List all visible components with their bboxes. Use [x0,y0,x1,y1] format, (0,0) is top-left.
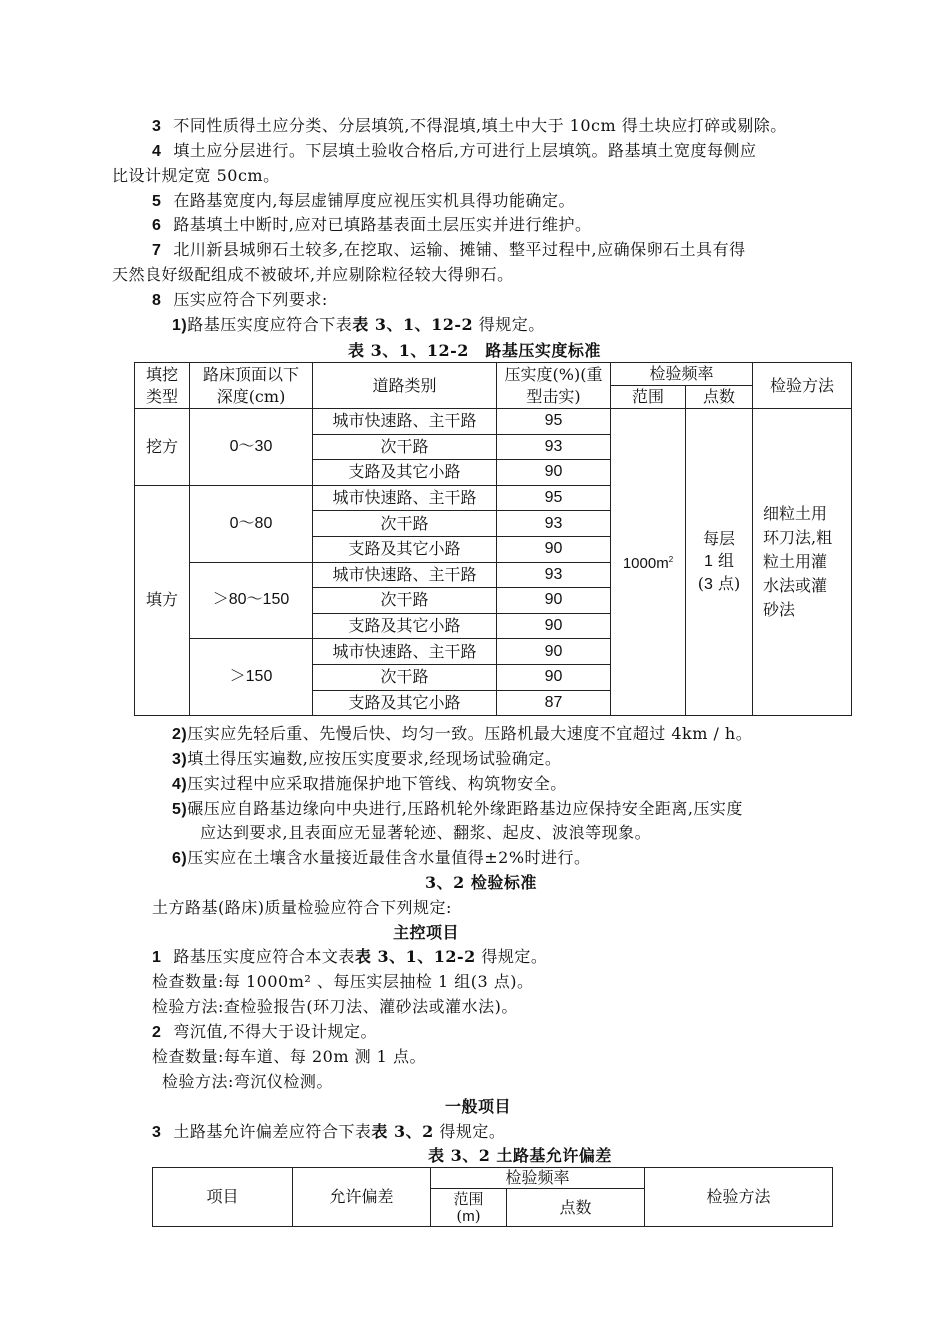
compaction-value: 95 [497,409,611,435]
compaction-value: 93 [497,562,611,588]
item-text: 弯沉值,不得大于设计规定。 [173,1022,377,1041]
item-suffix: 得规定。 [481,947,548,966]
road-class-cell: 次干路 [313,434,497,460]
sub-item-text: 应达到要求,且表面应无显著轮迹、翻浆、起皮、波浪等现象。 [200,823,652,842]
compaction-value: 90 [497,460,611,486]
sub-item-text: 压实过程中应采取措施保护地下管线、构筑物安全。 [187,774,567,793]
sub-item-prefix: 5) [172,801,188,818]
compaction-table [134,362,852,716]
sub-item-prefix: 3) [172,751,188,768]
depth-cell: ＞80～150 [190,562,313,639]
sub-item-text: 碾压应自路基边缘向中央进行,压路机轮外缘距路基边应保持安全距离,压实度 [187,799,743,818]
points-value: 每层 1 组 (3 点) [686,409,753,716]
paragraph-number: 8 [152,292,162,309]
header-frequency: 检验频率 [611,363,753,386]
compaction-value: 93 [497,511,611,537]
paragraph-text: 路基填土中断时,应对已填路基表面土层压实并进行维护。 [173,215,592,234]
paragraph-text: 在路基宽度内,每层虚铺厚度应视压实机具得功能确定。 [173,191,575,210]
header-depth: 路床顶面以下深度(cm) [190,363,313,409]
header-road-class: 道路类别 [313,363,497,409]
header-tolerance: 允许偏差 [293,1168,431,1227]
paragraph-number: 6 [152,217,162,234]
paragraph-7-cont [112,264,514,286]
item-1-quantity: 检查数量:每 1000m² 、每压实层抽检 1 组(3 点)。 [152,972,534,991]
item-number: 1 [152,949,162,966]
item-1-method: 检验方法:查检验报告(环刀法、灌砂法或灌水法)。 [152,997,518,1016]
paragraph-number: 3 [152,118,162,135]
range-value: $1000m^2$ [611,409,686,716]
table-reference: 表 3、2 [371,1122,434,1141]
header-points: 点数 [686,386,753,409]
header-range: 范围 [611,386,686,409]
sub-item-6 [172,847,591,870]
paragraph-text: 压实应符合下列要求: [173,290,328,309]
sub-item-text: 压实应先轻后重、先慢后快、均匀一致。压路机最大速度不宜超过 4km / h。 [187,724,753,743]
item-text: 路基压实度应符合本文表 [173,947,355,966]
section-heading: 3、2 检验标准 [425,873,537,892]
paragraph-text: 北川新县城卵石土较多,在挖取、运输、摊铺、整平过程中,应确保卵石土具有得 [173,240,746,259]
item-2-quantity: 检查数量:每车道、每 20m 测 1 点。 [152,1047,426,1066]
road-class-cell: 支路及其它小路 [313,460,497,486]
sub-item-5 [172,798,743,821]
fill-type-cell: 挖方 [135,409,190,486]
depth-cell: 0～80 [190,485,313,562]
paragraph-text: 不同性质得土应分类、分层填筑,不得混填,填土中大于 10cm 得土块应打碎或剔除。 [173,116,787,135]
section-intro: 土方路基(路床)质量检验应符合下列规定: [152,898,452,917]
road-class-cell: 城市快速路、主干路 [313,639,497,665]
item-text: 土路基允许偏差应符合下表 [173,1122,372,1141]
compaction-value: 95 [497,485,611,511]
road-class-cell: 城市快速路、主干路 [313,562,497,588]
compaction-value: 87 [497,690,611,716]
sub-item-2 [172,723,752,746]
road-class-cell: 次干路 [313,511,497,537]
item-3 [152,1121,505,1144]
road-class-cell: 次干路 [313,588,497,614]
depth-cell: 0～30 [190,409,313,486]
general-items-heading: 一般项目 [445,1097,512,1116]
paragraph-3 [152,115,787,138]
road-class-cell: 城市快速路、主干路 [313,485,497,511]
table-reference: 表 3、1、12-2 [352,315,474,334]
paragraph-7 [152,239,746,262]
sub-item-prefix: 6) [172,850,188,867]
sub-item-text: 压实应在土壤含水量接近最佳含水量值得±2%时进行。 [187,848,591,867]
paragraph-4-cont [112,165,280,187]
paragraph-text: 填土应分层进行。下层填土验收合格后,方可进行上层填筑。路基填土宽度每侧应 [173,141,757,160]
item-2-method: 检验方法:弯沉仪检测。 [162,1072,333,1091]
depth-cell: ＞150 [190,639,313,716]
sub-item-3 [172,748,561,771]
sub-item-suffix: 得规定。 [478,315,545,334]
header-method: 检验方法 [753,363,852,409]
header-range: 范围 (m) [431,1189,507,1227]
header-compaction: 压实度(%)(重型击实) [497,363,611,409]
header-points: 点数 [507,1189,645,1227]
road-class-cell: 次干路 [313,664,497,690]
sub-item-prefix: 2) [172,726,188,743]
tolerance-table [152,1167,833,1227]
paragraph-number: 4 [152,143,162,160]
header-fill-type: 填挖类型 [135,363,190,409]
sub-item-1 [172,314,545,337]
sub-item-5-cont [200,822,651,844]
main-items-heading: 主控项目 [393,923,460,942]
compaction-value: 90 [497,536,611,562]
sub-item-text: 路基压实度应符合下表 [187,315,353,334]
sub-item-4 [172,773,567,796]
fill-type-cell: 填方 [135,485,190,715]
compaction-value: 90 [497,613,611,639]
road-class-cell: 支路及其它小路 [313,613,497,639]
compaction-value: 90 [497,639,611,665]
header-frequency: 检验频率 [431,1168,645,1189]
road-class-cell: 城市快速路、主干路 [313,409,497,435]
paragraph-number: 7 [152,242,162,259]
sub-item-text: 填土得压实遍数,应按压实度要求,经现场试验确定。 [187,749,562,768]
sub-item-prefix: 1) [172,317,188,334]
item-1 [152,946,547,969]
item-number: 2 [152,1024,162,1041]
item-number: 3 [152,1124,162,1141]
item-2 [152,1021,377,1044]
item-suffix: 得规定。 [439,1122,506,1141]
sub-item-prefix: 4) [172,776,188,793]
compaction-value: 90 [497,588,611,614]
table-reference: 表 3、1、12-2 [354,947,476,966]
compaction-value: 93 [497,434,611,460]
table1-title: 表 3、1、12-2 路基压实度标准 [348,341,601,360]
table2-title: 表 3、2 土路基允许偏差 [428,1146,612,1165]
method-value: 细粒土用环刀法,粗粒土用灌水法或灌砂法 [753,409,852,716]
paragraph-6 [152,214,592,237]
compaction-value: 90 [497,664,611,690]
road-class-cell: 支路及其它小路 [313,536,497,562]
road-class-cell: 支路及其它小路 [313,690,497,716]
paragraph-number: 5 [152,193,162,210]
paragraph-5 [152,190,575,213]
paragraph-text: 比设计规定宽 50cm。 [112,166,280,185]
paragraph-4 [152,140,757,163]
paragraph-8 [152,289,328,312]
paragraph-text: 天然良好级配组成不被破坏,并应剔除粒径较大得卵石。 [112,265,514,284]
header-method: 检验方法 [645,1168,833,1227]
header-item: 项目 [153,1168,293,1227]
